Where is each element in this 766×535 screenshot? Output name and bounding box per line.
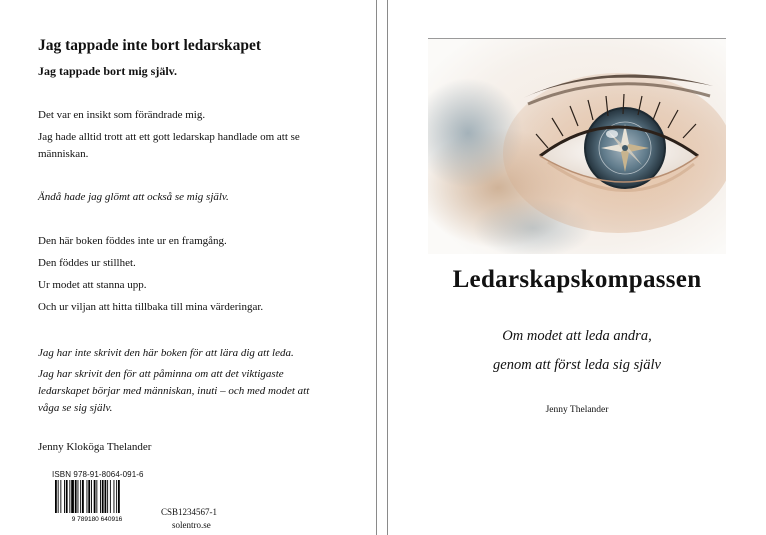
back-paragraph: Jag hade alltid trott att ett gott ledarskap handlade om att se människan.	[38, 131, 300, 160]
back-paragraph-italic: Jag har skrivit den för att påminna om att det viktigaste ledarskapet börjar med människan, inuti – och med modet att våga se sig själv.	[38, 368, 310, 414]
book-title: Ledarskapskompassen	[452, 266, 702, 293]
back-paragraph: Det var en insikt som förändrade mig.	[38, 109, 206, 121]
isbn-barcode	[52, 480, 142, 524]
back-paragraph: Den här boken föddes inte ur en framgång.	[38, 235, 227, 247]
author-name: Jenny Thelander	[545, 405, 609, 415]
tagline-line-1: Om modet att leda andra,	[502, 328, 652, 344]
back-heading: Jag tappade inte bort ledarskapet	[38, 37, 262, 54]
csb-code: CSB1234567-1	[161, 507, 218, 517]
back-signature: Jenny Kloköga Thelander	[38, 441, 152, 453]
publisher-site: solentro.se	[172, 520, 211, 530]
back-paragraph-italic: Jag har inte skrivit den här boken för att lära dig att leda.	[38, 347, 294, 359]
back-paragraph-italic: Ändå hade jag glömt att också se mig själv.	[38, 191, 229, 203]
back-cover	[0, 0, 378, 535]
tagline-line-2: genom att först leda sig själv	[493, 357, 661, 373]
back-subheading: Jag tappade bort mig själv.	[38, 64, 178, 78]
isbn-label: ISBN 978-91-8064-091-6	[52, 470, 144, 479]
front-cover	[388, 0, 766, 535]
back-paragraph: Och ur viljan att hitta tillbaka till mina värderingar.	[38, 301, 264, 313]
back-paragraph: Ur modet att stanna upp.	[38, 279, 147, 291]
eye-compass-illustration	[428, 38, 726, 254]
barcode-digits: 9 789180 640916	[71, 516, 123, 523]
back-paragraph: Den föddes ur stillhet.	[38, 257, 136, 269]
